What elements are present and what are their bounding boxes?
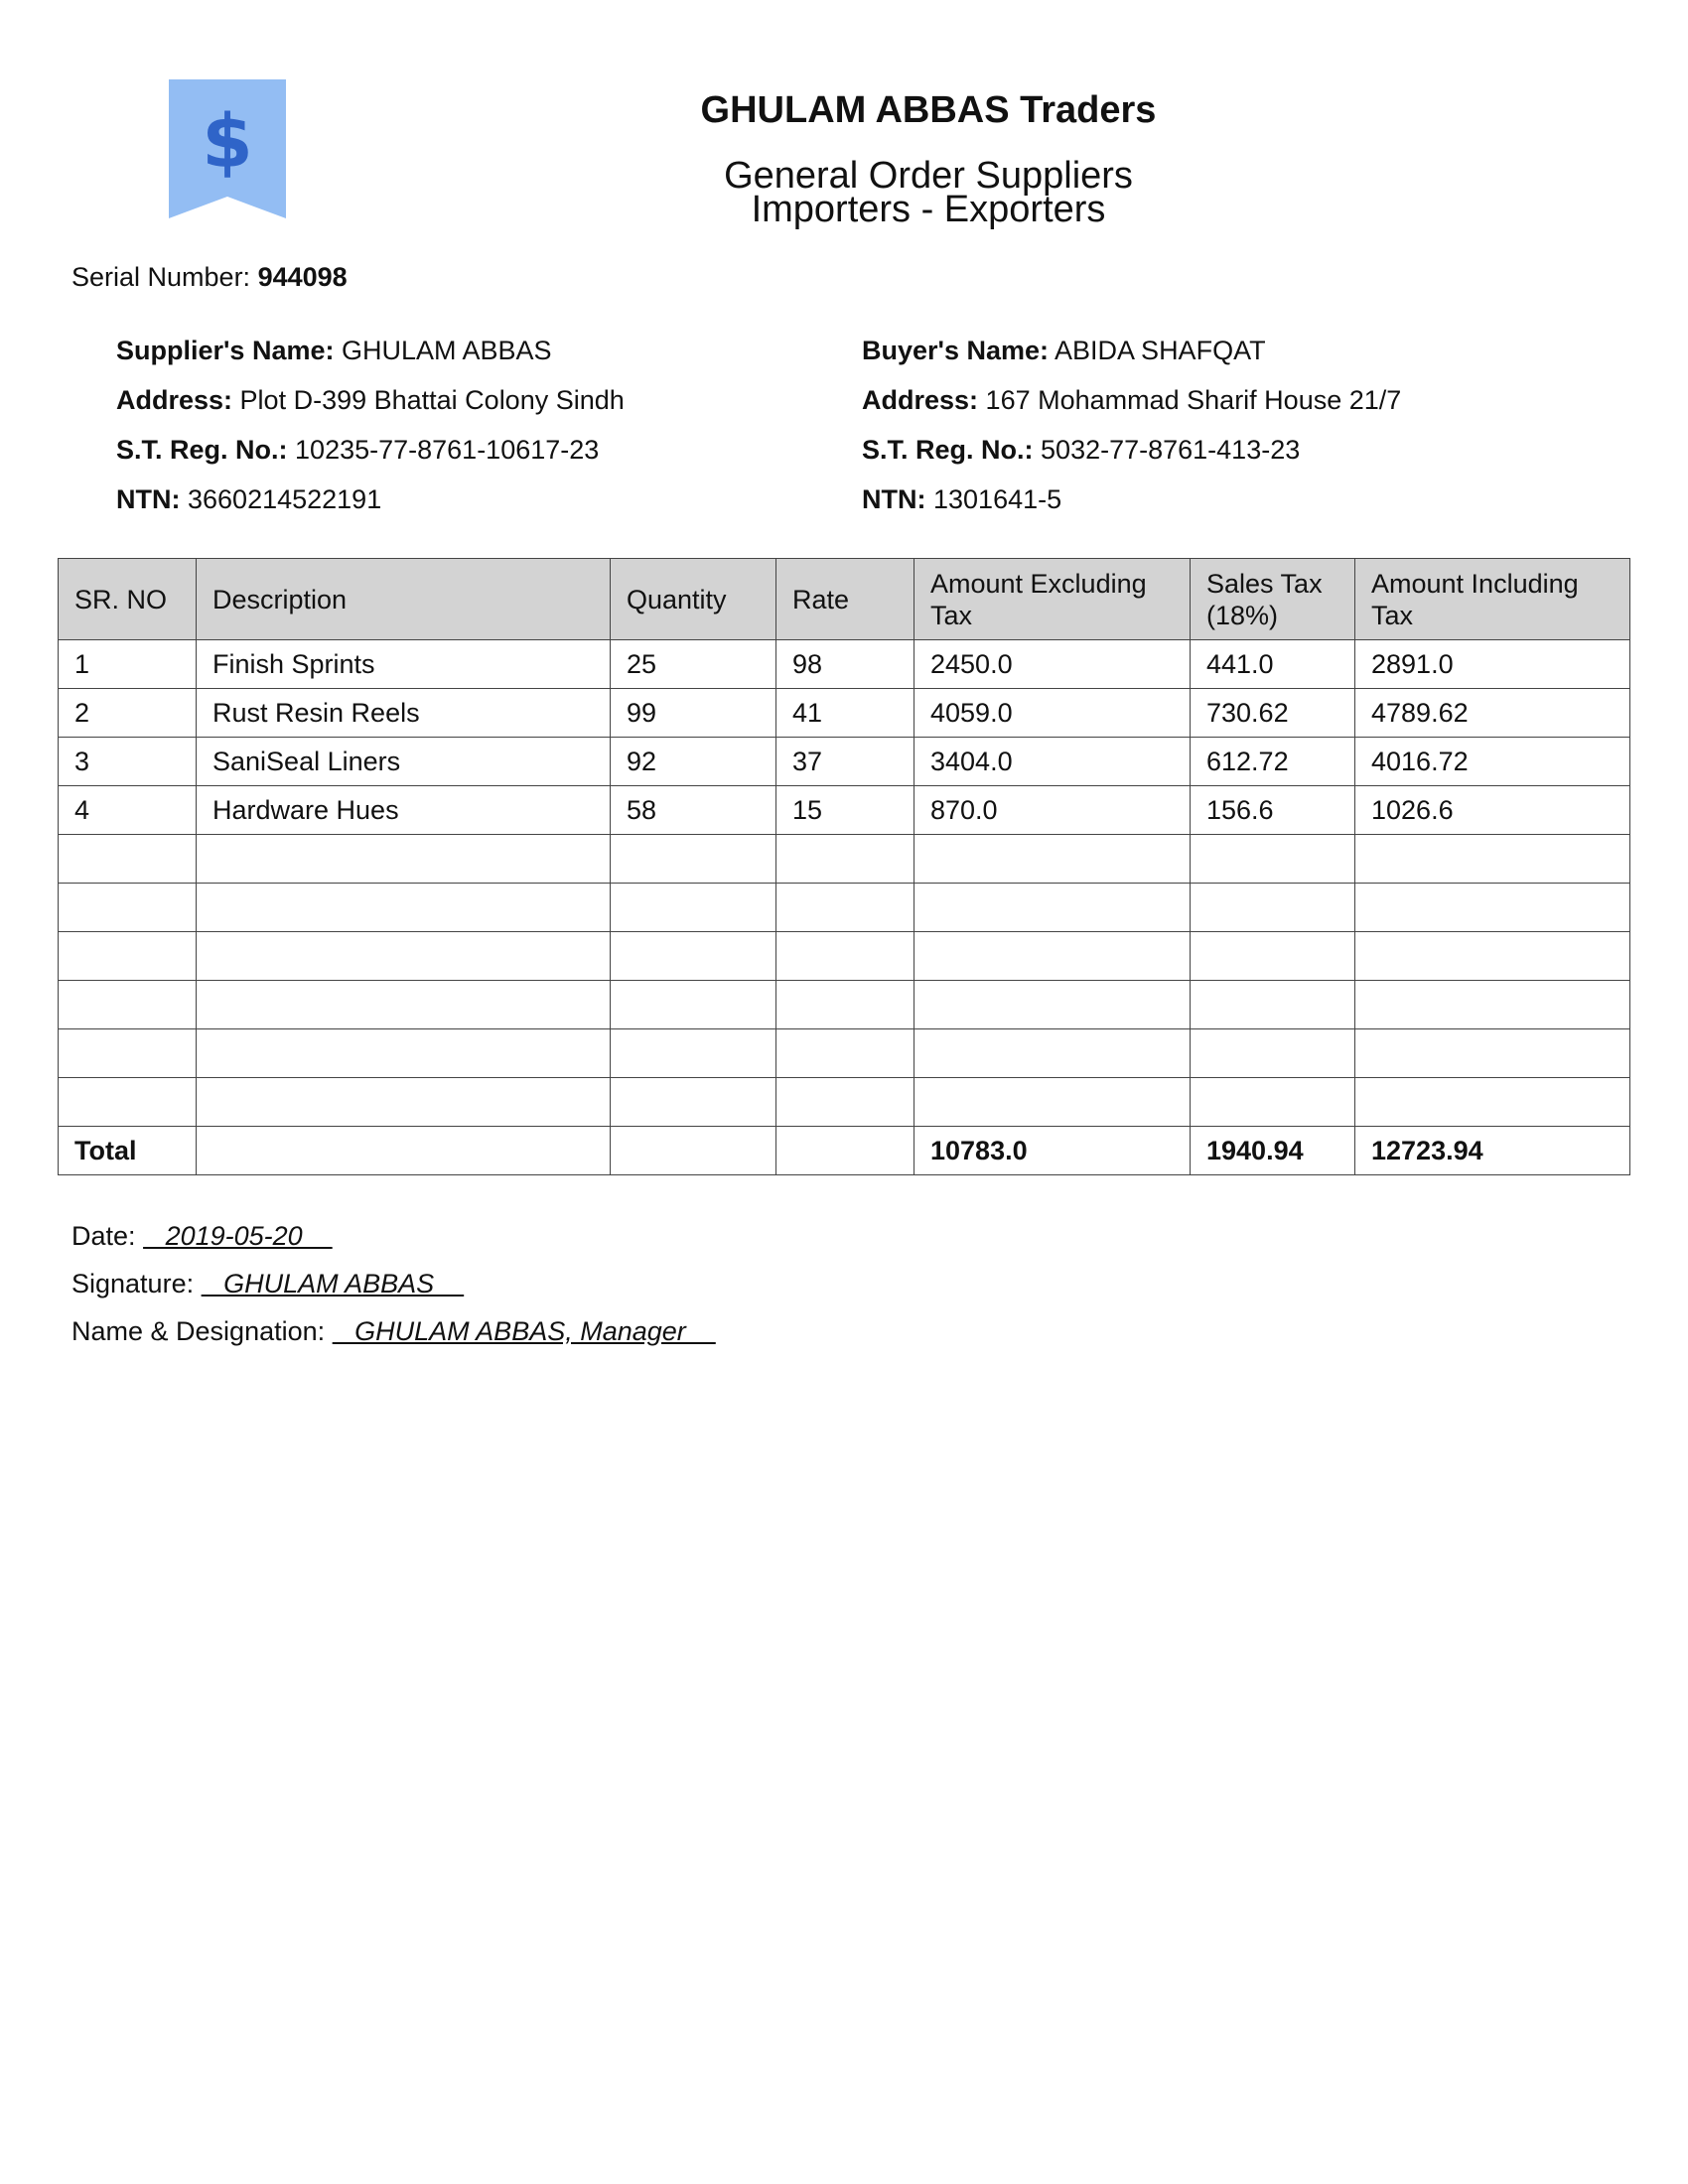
table-cell: 1026.6 — [1355, 786, 1630, 835]
table-row — [59, 1078, 1630, 1127]
table-cell — [1355, 932, 1630, 981]
table-cell: 730.62 — [1191, 689, 1355, 738]
table-header-row — [59, 559, 1630, 640]
table-cell — [611, 1029, 776, 1078]
table-cell — [611, 932, 776, 981]
table-cell: 37 — [776, 738, 914, 786]
svg-text:$: $ — [202, 99, 253, 185]
table-cell — [776, 1127, 914, 1175]
table-row — [59, 981, 1630, 1029]
table-cell — [197, 835, 611, 884]
table-row — [59, 932, 1630, 981]
table-cell — [1355, 981, 1630, 1029]
col-header-amount-incl-tax: Amount Including Tax — [1355, 559, 1630, 640]
buyer-address: 167 Mohammad Sharif House 21/7 — [985, 385, 1402, 415]
table-cell — [1191, 884, 1355, 932]
table-row — [59, 1029, 1630, 1078]
table-cell — [914, 932, 1191, 981]
col-header-quantity: Quantity — [611, 559, 776, 640]
table-row — [59, 884, 1630, 932]
table-cell: 3404.0 — [914, 738, 1191, 786]
table-row — [59, 738, 1630, 786]
company-tagline-2: Importers - Exporters — [751, 189, 1106, 230]
table-cell — [1355, 835, 1630, 884]
serial-value: 944098 — [257, 262, 348, 292]
table-cell — [776, 1078, 914, 1127]
date-line — [71, 1219, 333, 1253]
table-cell — [776, 884, 914, 932]
table-cell — [914, 835, 1191, 884]
supplier-st-reg: 10235-77-8761-10617-23 — [295, 435, 600, 465]
table-cell: 15 — [776, 786, 914, 835]
table-cell — [611, 1078, 776, 1127]
table-cell — [914, 981, 1191, 1029]
table-cell — [1191, 1029, 1355, 1078]
col-header-description: Description — [197, 559, 611, 640]
table-cell: 441.0 — [1191, 640, 1355, 689]
table-cell: Hardware Hues — [197, 786, 611, 835]
table-cell: SaniSeal Liners — [197, 738, 611, 786]
designation-label: Name & Designation: — [71, 1316, 326, 1346]
table-cell — [1355, 1078, 1630, 1127]
supplier-ntn-row — [116, 481, 625, 531]
table-cell: 41 — [776, 689, 914, 738]
supplier-name-label: Supplier's Name: — [116, 336, 335, 365]
table-cell — [611, 835, 776, 884]
supplier-address-row — [116, 382, 625, 432]
table-cell — [776, 835, 914, 884]
buyer-name: ABIDA SHAFQAT — [1055, 336, 1266, 365]
buyer-st-reg: 5032-77-8761-413-23 — [1041, 435, 1301, 465]
table-cell — [59, 1078, 197, 1127]
table-cell — [1191, 835, 1355, 884]
table-cell: 25 — [611, 640, 776, 689]
date-label: Date: — [71, 1221, 136, 1251]
table-row — [59, 689, 1630, 738]
supplier-st-row — [116, 432, 625, 481]
table-cell: 58 — [611, 786, 776, 835]
table-cell — [776, 932, 914, 981]
supplier-ntn-label: NTN: — [116, 484, 181, 514]
table-cell: 4 — [59, 786, 197, 835]
table-cell — [1191, 981, 1355, 1029]
dollar-ribbon-icon — [169, 79, 286, 218]
supplier-name-row — [116, 333, 625, 382]
table-cell — [59, 835, 197, 884]
table-row — [59, 786, 1630, 835]
buyer-address-row — [862, 382, 1401, 432]
supplier-ntn: 3660214522191 — [188, 484, 382, 514]
total-sales-tax: 1940.94 — [1191, 1127, 1355, 1175]
designation-value: GHULAM ABBAS, Manager — [332, 1316, 716, 1346]
table-cell — [1191, 1078, 1355, 1127]
table-cell: 2450.0 — [914, 640, 1191, 689]
signature-label: Signature: — [71, 1269, 195, 1298]
col-header-rate: Rate — [776, 559, 914, 640]
table-cell — [197, 1029, 611, 1078]
table-cell: 3 — [59, 738, 197, 786]
table-cell: 1 — [59, 640, 197, 689]
table-cell — [1355, 884, 1630, 932]
total-label: Total — [59, 1127, 197, 1175]
company-logo — [169, 79, 286, 218]
buyer-ntn: 1301641-5 — [933, 484, 1062, 514]
table-cell: 870.0 — [914, 786, 1191, 835]
table-total-row — [59, 1127, 1630, 1175]
buyer-name-label: Buyer's Name: — [862, 336, 1049, 365]
table-cell: 2 — [59, 689, 197, 738]
company-tagline-1: General Order Suppliers — [724, 155, 1133, 197]
table-cell — [611, 981, 776, 1029]
company-name: GHULAM ABBAS Traders — [700, 89, 1157, 131]
supplier-st-label: S.T. Reg. No.: — [116, 435, 288, 465]
table-cell — [1191, 932, 1355, 981]
buyer-address-label: Address: — [862, 385, 979, 415]
buyer-name-row — [862, 333, 1401, 382]
table-cell — [914, 1078, 1191, 1127]
total-amount-excl-tax: 10783.0 — [914, 1127, 1191, 1175]
date-value: 2019-05-20 — [143, 1221, 333, 1251]
table-cell — [197, 1127, 611, 1175]
supplier-info — [116, 333, 625, 531]
table-cell: 98 — [776, 640, 914, 689]
supplier-name: GHULAM ABBAS — [342, 336, 552, 365]
items-table — [58, 558, 1630, 1175]
table-cell — [197, 981, 611, 1029]
table-cell — [914, 1029, 1191, 1078]
supplier-address: Plot D-399 Bhattai Colony Sindh — [239, 385, 625, 415]
total-amount-incl-tax: 12723.94 — [1355, 1127, 1630, 1175]
table-cell: Finish Sprints — [197, 640, 611, 689]
supplier-address-label: Address: — [116, 385, 233, 415]
table-cell: 2891.0 — [1355, 640, 1630, 689]
table-cell — [59, 981, 197, 1029]
table-cell — [776, 981, 914, 1029]
table-row — [59, 835, 1630, 884]
table-cell: 4789.62 — [1355, 689, 1630, 738]
col-header-sales-tax: Sales Tax (18%) — [1191, 559, 1355, 640]
table-cell — [776, 1029, 914, 1078]
table-cell: 4059.0 — [914, 689, 1191, 738]
table-cell — [197, 884, 611, 932]
col-header-amount-excl-tax: Amount Excluding Tax — [914, 559, 1191, 640]
table-cell — [1355, 1029, 1630, 1078]
col-header-sr-no: SR. NO — [59, 559, 197, 640]
serial-number — [71, 260, 348, 294]
table-cell — [59, 884, 197, 932]
table-cell — [197, 1078, 611, 1127]
table-cell — [611, 1127, 776, 1175]
table-cell — [59, 932, 197, 981]
table-cell — [197, 932, 611, 981]
serial-label: Serial Number: — [71, 262, 251, 292]
table-cell — [59, 1029, 197, 1078]
table-cell: Rust Resin Reels — [197, 689, 611, 738]
table-cell — [914, 884, 1191, 932]
buyer-ntn-label: NTN: — [862, 484, 926, 514]
designation-line — [71, 1314, 716, 1348]
buyer-st-row — [862, 432, 1401, 481]
table-row — [59, 640, 1630, 689]
buyer-st-label: S.T. Reg. No.: — [862, 435, 1034, 465]
buyer-info — [862, 333, 1401, 531]
table-cell: 4016.72 — [1355, 738, 1630, 786]
table-cell: 92 — [611, 738, 776, 786]
buyer-ntn-row — [862, 481, 1401, 531]
table-cell: 612.72 — [1191, 738, 1355, 786]
table-cell: 156.6 — [1191, 786, 1355, 835]
signature-line — [71, 1267, 464, 1300]
table-cell — [611, 884, 776, 932]
signature-value: GHULAM ABBAS — [201, 1269, 465, 1298]
table-cell: 99 — [611, 689, 776, 738]
